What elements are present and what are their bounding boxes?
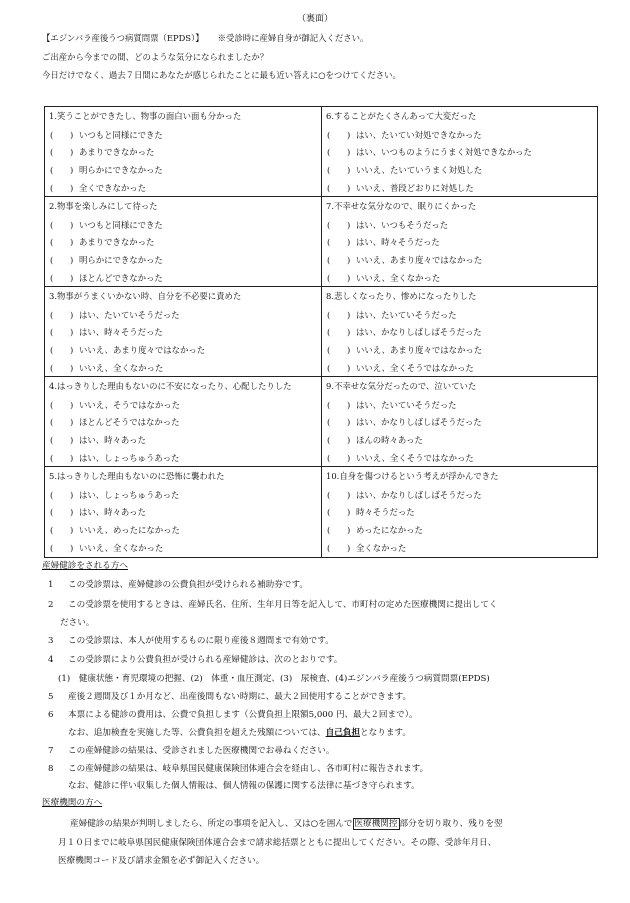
paren-open: ( — [50, 417, 54, 428]
paren-close: ) — [347, 327, 351, 338]
paren-close: ) — [70, 399, 74, 410]
item-number: 4 — [48, 655, 54, 665]
question-title: 9.不幸せな気分だったので、泣いていた — [326, 381, 477, 391]
paren-close: ) — [70, 435, 74, 446]
item-text: この受診票により公費負担が受けられる産婦健診は、次のとおりです。 — [68, 655, 343, 665]
answer-label: はい、かなりしばしばそうだった — [356, 417, 482, 428]
paren-open: ( — [327, 255, 331, 266]
question-cell — [322, 377, 597, 467]
answer-label: はい、かなりしばしばそうだった — [356, 489, 482, 500]
question-title: 2.物事を楽しみにして待った — [49, 201, 158, 211]
paren-close: ) — [347, 543, 351, 554]
paren-open: ( — [50, 489, 54, 500]
answer-label: はい、時々あった — [79, 435, 146, 446]
item-number: 5 — [48, 692, 54, 702]
item-text: この産婦健診の結果は、受診されました医療機関でお尋ねください。 — [68, 746, 335, 756]
paren-open: ( — [327, 219, 331, 230]
answer-option[interactable] — [326, 234, 597, 252]
institution-line-3: 医療機関コード及び請求金額を必ず御記入ください。 — [58, 856, 265, 866]
answer-label: 全くできなかった — [79, 183, 146, 194]
item-text: この受診票は、本人が使用するものに限り産後８週間まで有効です。 — [68, 636, 334, 646]
answer-label: はい、かなりしばしばそうだった — [356, 327, 482, 338]
question-title: 4.はっきりした理由もないのに不安になったり、心配したりした — [49, 381, 292, 391]
item-text: (1) 健康状態・育児環境の把握、(2) 体重・血圧測定、(3) 尿検査、(4)エジンバラ産後うつ病質問票(EPDS) — [58, 674, 490, 684]
paren-open: ( — [50, 543, 54, 554]
paren-open: ( — [327, 309, 331, 320]
paren-close: ) — [347, 165, 351, 176]
question-title: 1.笑うことができたし、物事の面白い面も分かった — [49, 111, 242, 121]
answer-label: いつもと同様にできた — [79, 219, 163, 230]
paren-open: ( — [327, 453, 331, 464]
answer-option[interactable] — [49, 540, 321, 557]
answer-option[interactable] — [326, 252, 597, 270]
answer-option[interactable] — [49, 414, 321, 432]
paren-close: ) — [347, 345, 351, 356]
form-header — [42, 33, 368, 44]
paren-open: ( — [50, 183, 54, 194]
answer-option[interactable] — [49, 252, 321, 270]
paren-close: ) — [70, 129, 74, 140]
paren-close: ) — [347, 489, 351, 500]
instruction: 今日だけでなく、過去７日間にあなたが感じられたことに最も近い答えに○をつけてください。 — [42, 70, 401, 80]
paren-close: ) — [70, 219, 74, 230]
paren-open: ( — [50, 363, 54, 374]
paren-close: ) — [70, 525, 74, 536]
answer-label: あまりできなかった — [79, 237, 155, 248]
answer-label: いいえ、たいていうまく対処した — [356, 165, 483, 176]
answer-label: 時々そうだった — [356, 507, 415, 518]
item-text: 本票による健診の費用は、公費で負担します（公費負担上限額5,000 円、最大２回まで）。 — [68, 710, 418, 720]
institution-line-1 — [58, 815, 610, 834]
answer-label: ほんの時々あった — [356, 435, 423, 446]
answer-label: はい、たいていそうだった — [356, 399, 457, 410]
paren-open: ( — [50, 525, 54, 536]
answer-label: いいえ、めったになかった — [79, 525, 180, 536]
answer-label: 明らかにできなかった — [79, 255, 163, 266]
answer-option[interactable] — [49, 360, 321, 377]
answer-label: いいえ、全くそうではなかった — [356, 453, 474, 464]
paren-close: ) — [347, 363, 351, 374]
paren-close: ) — [70, 363, 74, 374]
paren-close: ) — [347, 273, 351, 284]
answer-option[interactable] — [49, 270, 321, 287]
paren-close: ) — [70, 507, 74, 518]
boxed-label: 医療機関控 — [354, 819, 398, 829]
answer-option[interactable] — [326, 522, 597, 540]
paren-open: ( — [327, 435, 331, 446]
form-note: ※受診時に産婦自身が御記入ください。 — [217, 33, 369, 43]
answer-option[interactable] — [49, 180, 321, 197]
paren-close: ) — [347, 309, 351, 320]
question-cell — [45, 467, 322, 557]
answer-label: はい、たいてい対処できなかった — [356, 129, 482, 140]
item-number: 1 — [48, 580, 54, 590]
paren-open: ( — [50, 327, 54, 338]
answer-label: めったになかった — [356, 525, 423, 536]
answer-option[interactable] — [49, 307, 321, 325]
question-cell — [45, 197, 322, 287]
page-title: （裏面） — [296, 14, 333, 24]
paren-open: ( — [327, 273, 331, 284]
answer-label: あまりできなかった — [79, 147, 155, 158]
answer-option[interactable] — [326, 504, 597, 522]
paren-close: ) — [70, 327, 74, 338]
question-title: 10.自身を傷つけるという考えが浮かんできた — [326, 471, 499, 481]
question-cell — [45, 377, 322, 467]
answer-option[interactable] — [49, 342, 321, 360]
paren-close: ) — [70, 237, 74, 248]
paren-close: ) — [347, 417, 351, 428]
item-number: 3 — [48, 636, 54, 646]
answer-label: はい、時々そうだった — [79, 327, 163, 338]
paren-open: ( — [50, 453, 54, 464]
questionnaire-grid — [44, 106, 598, 558]
paren-open: ( — [50, 435, 54, 446]
paren-open: ( — [327, 363, 331, 374]
paren-close: ) — [70, 165, 74, 176]
paren-close: ) — [70, 147, 74, 158]
answer-option[interactable] — [326, 432, 597, 450]
paren-close: ) — [347, 453, 351, 464]
answer-label: いつもと同様にできた — [79, 129, 163, 140]
answer-option[interactable] — [326, 144, 597, 162]
question-title: 7.不幸せな気分なので、眠りにくかった — [326, 201, 477, 211]
answer-label: いいえ、あまり度々ではなかった — [356, 345, 483, 356]
paren-open: ( — [50, 147, 54, 158]
answer-label: はい、しょっちゅうあった — [79, 489, 180, 500]
answer-option[interactable] — [49, 162, 321, 180]
item-text: 産後２週間及び１か月など、出産後間もない時期に、最大２回使用することができます。 — [68, 692, 412, 702]
answer-option[interactable] — [326, 487, 597, 505]
answer-label: 明らかにできなかった — [79, 165, 163, 176]
self-pay-emphasis: 自己負担 — [325, 728, 361, 738]
answer-option[interactable] — [49, 432, 321, 450]
institution-line-1-post: 部分を切り取り、残りを翌 — [399, 819, 503, 829]
question-cell — [45, 287, 322, 377]
paren-close: ) — [70, 183, 74, 194]
continuation-post: となります。 — [360, 728, 411, 738]
item-number: 8 — [48, 764, 54, 774]
paren-open: ( — [327, 165, 331, 176]
paren-open: ( — [327, 489, 331, 500]
answer-label: はい、いつもそうだった — [356, 219, 449, 230]
answer-option[interactable] — [49, 217, 321, 235]
section-heading-institutions: 医療機関の方へ — [42, 798, 103, 808]
paren-close: ) — [70, 255, 74, 266]
paren-open: ( — [327, 147, 331, 158]
answer-label: はい、たいていそうだった — [356, 309, 457, 320]
section-heading-mothers: 産婦健診をされる方へ — [42, 561, 128, 571]
answer-option[interactable] — [49, 144, 321, 162]
paren-close: ) — [347, 435, 351, 446]
answer-label: いいえ、あまり度々ではなかった — [79, 345, 206, 356]
paren-close: ) — [347, 129, 351, 140]
question-title: 8.悲しくなったり、惨めになったりした — [326, 291, 477, 301]
answer-option[interactable] — [49, 127, 321, 145]
paren-close: ) — [70, 543, 74, 554]
paren-close: ) — [347, 255, 351, 266]
paren-open: ( — [50, 273, 54, 284]
paren-close: ) — [70, 345, 74, 356]
paren-open: ( — [327, 327, 331, 338]
paren-open: ( — [50, 345, 54, 356]
answer-option[interactable] — [49, 397, 321, 415]
paren-open: ( — [50, 165, 54, 176]
answer-label: はい、いつものようにうまく対処できなかった — [356, 147, 532, 158]
paren-close: ) — [347, 183, 351, 194]
paren-open: ( — [327, 129, 331, 140]
answer-option[interactable] — [326, 414, 597, 432]
paren-close: ) — [70, 417, 74, 428]
item-continuation — [68, 728, 411, 739]
question-cell — [322, 197, 597, 287]
question-cell — [45, 107, 322, 197]
answer-label: ほとんどそうではなかった — [79, 417, 180, 428]
answer-label: いいえ、普段どおりに対処した — [356, 183, 474, 194]
answer-label: いいえ、全くそうではなかった — [356, 363, 474, 374]
paren-close: ) — [347, 237, 351, 248]
paren-close: ) — [347, 525, 351, 536]
item-continuation: なお、健診に伴い収集した個人情報は、個人情報の保護に関する法律に基づき守られます。 — [68, 781, 420, 791]
answer-label: いいえ、全くなかった — [79, 363, 164, 374]
answer-option[interactable] — [326, 217, 597, 235]
answer-option[interactable] — [49, 522, 321, 540]
question-intro: ご出産から今までの間、どのような気分になられましたか？ — [42, 52, 269, 62]
answer-option[interactable] — [49, 487, 321, 505]
paren-close: ) — [70, 309, 74, 320]
paren-open: ( — [50, 399, 54, 410]
item-text: この産婦健診の結果は、岐阜県国民健康保険団体連合会を経由し、各市町村に報告されます。 — [68, 764, 429, 774]
item-number: 6 — [48, 710, 54, 720]
institution-instructions — [58, 815, 610, 871]
continuation-pre: なお、追加検査を実施した等、公費負担を超えた残額については、 — [68, 728, 326, 738]
answer-option[interactable] — [326, 397, 597, 415]
paren-close: ) — [347, 399, 351, 410]
answer-option[interactable] — [326, 540, 597, 557]
answer-label: いいえ、全くなかった — [356, 273, 441, 284]
item-number: 2 — [48, 600, 54, 610]
answer-option[interactable] — [326, 162, 597, 180]
paren-close: ) — [70, 489, 74, 500]
answer-option[interactable] — [49, 450, 321, 467]
question-title: 3.物事がうまくいかない時、自分を不必要に責めた — [49, 291, 242, 301]
paren-close: ) — [347, 147, 351, 158]
answer-option[interactable] — [326, 450, 597, 467]
paren-open: ( — [327, 399, 331, 410]
paren-open: ( — [50, 237, 54, 248]
paren-open: ( — [327, 507, 331, 518]
form-name: 【エジンバラ産後うつ病質問票（EPDS）】 — [42, 33, 204, 43]
paren-open: ( — [50, 129, 54, 140]
answer-label: はい、しょっちゅうあった — [79, 453, 180, 464]
answer-label: 全くなかった — [356, 543, 407, 554]
answer-option[interactable] — [49, 504, 321, 522]
paren-close: ) — [347, 219, 351, 230]
answer-option[interactable] — [326, 342, 597, 360]
answer-label: はい、時々あった — [79, 507, 146, 518]
paren-open: ( — [327, 237, 331, 248]
item-continuation: ださい。 — [60, 618, 95, 628]
answer-option[interactable] — [49, 234, 321, 252]
institution-line-2: 月１０日までに岐阜県国民健康保険団体連合会まで請求総括票とともに提出してください。その際、受診年月日、 — [58, 837, 497, 848]
answer-option[interactable] — [326, 180, 597, 197]
paren-open: ( — [327, 525, 331, 536]
question-title: 6.することがたくさんあって大変だった — [326, 111, 477, 121]
answer-option[interactable] — [326, 324, 597, 342]
answer-label: ほとんどできなかった — [79, 273, 163, 284]
answer-option[interactable] — [326, 127, 597, 145]
item-text: この受診票は、産婦健診の公費負担が受けられる補助券です。 — [68, 580, 308, 590]
question-cell — [322, 107, 597, 197]
answer-label: はい、たいていそうだった — [79, 309, 180, 320]
paren-open: ( — [50, 219, 54, 230]
answer-label: いいえ、そうではなかった — [79, 399, 181, 410]
paren-close: ) — [347, 507, 351, 518]
item-number: 7 — [48, 746, 54, 756]
question-title: 5.はっきりした理由もないのに恐怖に襲われた — [49, 471, 225, 481]
question-cell — [322, 287, 597, 377]
paren-open: ( — [50, 309, 54, 320]
paren-open: ( — [327, 417, 331, 428]
question-cell — [322, 467, 597, 557]
answer-label: はい、時々そうだった — [356, 237, 440, 248]
paren-open: ( — [327, 543, 331, 554]
answer-option[interactable] — [326, 270, 597, 287]
answer-option[interactable] — [49, 324, 321, 342]
item-text: この受診票を使用するときは、産婦氏名、住所、生年月日等を記入して、市町村の定めた医療機関に提出してく — [68, 600, 498, 610]
answer-label: いいえ、全くなかった — [79, 543, 164, 554]
paren-open: ( — [50, 507, 54, 518]
paren-open: ( — [327, 183, 331, 194]
institution-line-1-pre: 産婦健診の結果が判明しましたら、所定の事項を記入し、又は○を囲んで — [70, 819, 353, 829]
paren-open: ( — [327, 345, 331, 356]
answer-label: いいえ、あまり度々ではなかった — [356, 255, 483, 266]
paren-close: ) — [70, 453, 74, 464]
paren-close: ) — [70, 273, 74, 284]
answer-option[interactable] — [326, 307, 597, 325]
paren-open: ( — [50, 255, 54, 266]
answer-option[interactable] — [326, 360, 597, 377]
